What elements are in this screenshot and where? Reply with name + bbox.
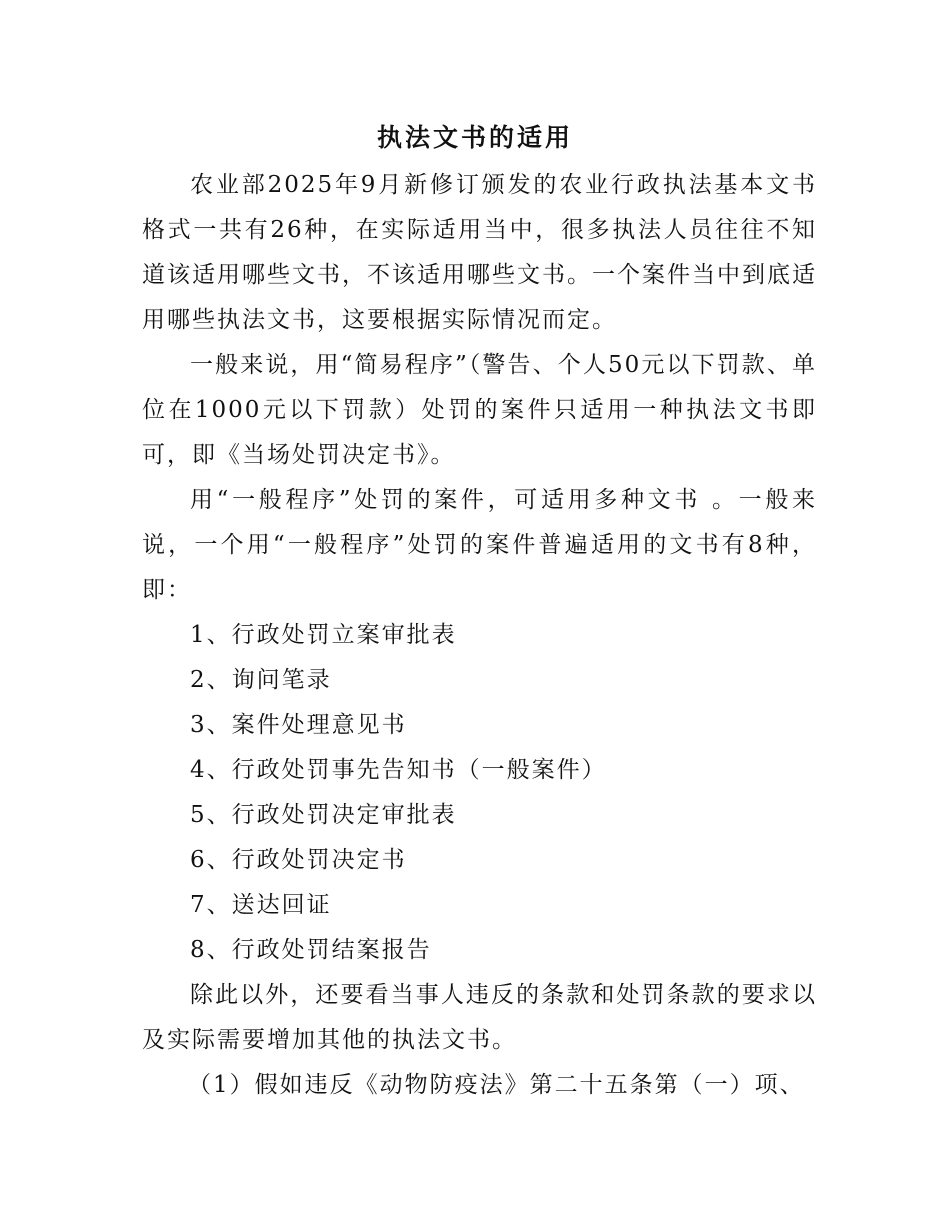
clause-line: （1）假如违反《动物防疫法》第二十五条第（一）项、 <box>188 1072 805 1098</box>
list-item: 6、行政处罚决定书 <box>190 847 407 873</box>
list-item: 8、行政处罚结案报告 <box>190 937 432 963</box>
paragraph-simple-procedure: 一般来说，用“简易程序”（警告、个人50元以下罚款、单位在1000元以下罚款）处罚的案件只适用一种执法文书即可，即《当场处罚决定书》。 <box>142 352 817 468</box>
list-item: 1、行政处罚立案审批表 <box>190 622 457 648</box>
list-item: 7、送达回证 <box>190 892 332 918</box>
paragraph-intro: 农业部2025年9月新修订颁发的农业行政执法基本文书格式一共有26种，在实际适用当中，很多执法人员往往不知道该适用哪些文书，不该适用哪些文书。一个案件当中到底适用哪些执法文书，这要根据实际情况而定。 <box>142 172 817 333</box>
list-item: 3、案件处理意见书 <box>190 712 407 738</box>
list-item: 5、行政处罚决定审批表 <box>190 802 457 828</box>
document-title: 执法文书的适用 <box>376 123 573 152</box>
paragraph-general-procedure: 用“一般程序”处罚的案件，可适用多种文书 。一般来说，一个用“一般程序”处罚的案件普遍适用的文书有8种，即： <box>142 487 817 603</box>
list-item: 4、行政处罚事先告知书（一般案件） <box>190 757 607 783</box>
list-item: 2、询问笔录 <box>190 667 332 693</box>
paragraph-closing: 除此以外，还要看当事人违反的条款和处罚条款的要求以及实际需要增加其他的执法文书。 <box>142 982 817 1053</box>
